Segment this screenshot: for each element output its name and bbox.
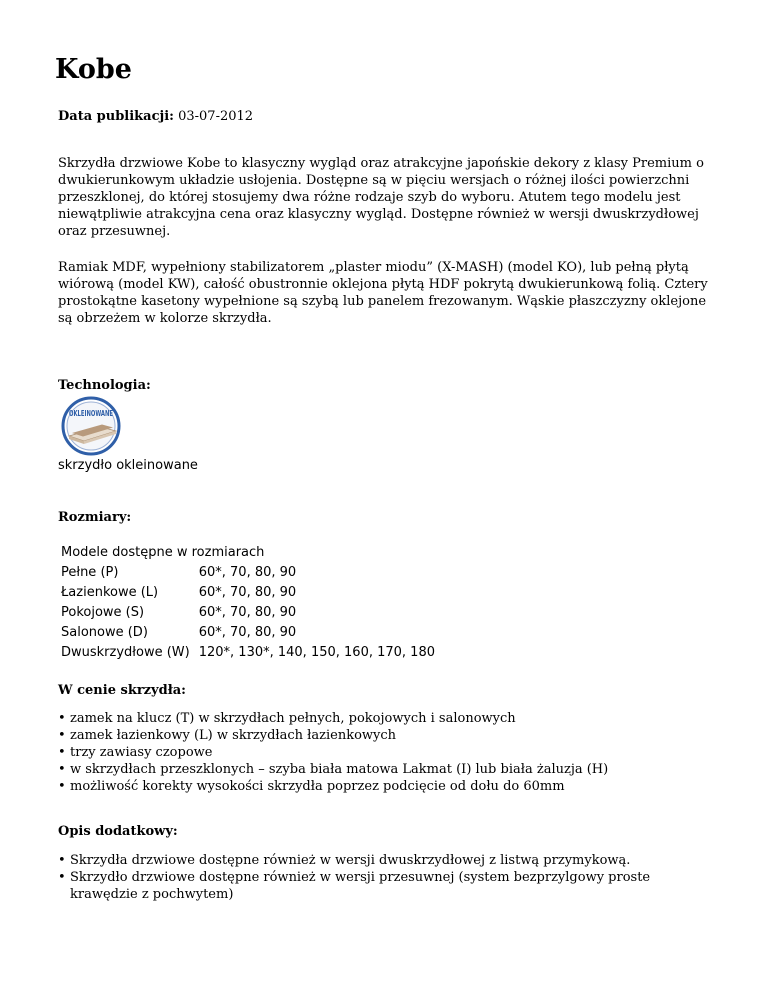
technology-heading: Technologia: — [58, 378, 151, 393]
badge-text: OKLEINOWANE — [69, 409, 113, 418]
list-item: • zamek łazienkowy (L) w skrzydłach łazienkowych — [58, 727, 718, 744]
list-item: • możliwość korekty wysokości skrzydła poprzez podcięcie od dołu do 60mm — [58, 778, 718, 795]
sizes-heading: Rozmiary: — [58, 510, 132, 525]
publication-label: Data publikacji: — [58, 109, 174, 124]
model-cell: Dwuskrzydłowe (W) — [61, 645, 190, 660]
sizes-cell: 60*, 70, 80, 90 — [198, 585, 297, 600]
table-row — [58, 563, 438, 583]
description-paragraph-1: Skrzydła drzwiowe Kobe to klasyczny wygląd oraz atrakcyjne japońskie dekory z klasy Premium o dwukierunkowym układzie usłojenia. Dostępne są w pięciu wersjach o różnej ilości powierzchni przeszklonej, do której stosujemy dwa różne rodzaje szyb do wyboru. Atutem tego modelu jest niewątpliwie atrakcyjna cena oraz klasyczny wygląd. Dostępne również w wersji dwuskrzydłowej oraz przesuwnej. — [58, 156, 704, 239]
sizes-table-title-row — [58, 543, 438, 563]
sizes-cell: 60*, 70, 80, 90 — [198, 625, 297, 640]
technology-caption: skrzydło okleinowane — [58, 458, 198, 473]
table-row — [58, 623, 438, 643]
table-row — [58, 603, 438, 623]
page-title: Kobe — [55, 54, 132, 85]
list-item: • trzy zawiasy czopowe — [58, 744, 718, 761]
price-includes-list — [58, 710, 718, 795]
sizes-table — [58, 543, 438, 663]
model-cell: Pełne (P) — [61, 565, 119, 580]
sizes-table-title: Modele dostępne w rozmiarach — [61, 545, 265, 560]
description-paragraph-2: Ramiak MDF, wypełniony stabilizatorem „plaster miodu” (X-MASH) (model KO), lub pełną płytą wiórową (model KW), całość obustronnie oklejona płytą HDF pokrytą dwukierunkową folią. Cztery prostokątne kasetony wypełnione są szybą lub panelem frezowanym. Wąskie płaszczyzny oklejone są obrzeżem w kolorze skrzydła. — [58, 260, 708, 326]
list-item: • zamek na klucz (T) w skrzydłach pełnych, pokojowych i salonowych — [58, 710, 718, 727]
list-item: • w skrzydłach przeszklonych – szyba biała matowa Lakmat (I) lub biała żaluzja (H) — [58, 761, 718, 778]
model-cell: Pokojowe (S) — [61, 605, 145, 620]
list-item: • Skrzydło drzwiowe dostępne również w wersji przesuwnej (system bezprzylgowy proste krawędzie z pochwytem) — [58, 869, 718, 903]
additional-list — [58, 852, 718, 903]
price-includes-heading: W cenie skrzydła: — [58, 683, 186, 698]
okleinowane-badge-icon — [58, 396, 125, 456]
model-cell: Salonowe (D) — [61, 625, 148, 640]
sizes-cell: 60*, 70, 80, 90 — [198, 605, 297, 620]
additional-heading: Opis dodatkowy: — [58, 824, 178, 839]
table-row — [58, 583, 438, 603]
list-item: • Skrzydła drzwiowe dostępne również w wersji dwuskrzydłowej z listwą przymykową. — [58, 852, 718, 869]
table-row — [58, 643, 438, 663]
publication-date — [58, 108, 253, 126]
publication-value: 03-07-2012 — [178, 109, 254, 124]
sizes-cell: 120*, 130*, 140, 150, 160, 170, 180 — [198, 645, 435, 660]
sizes-cell: 60*, 70, 80, 90 — [198, 565, 297, 580]
model-cell: Łazienkowe (L) — [61, 585, 159, 600]
